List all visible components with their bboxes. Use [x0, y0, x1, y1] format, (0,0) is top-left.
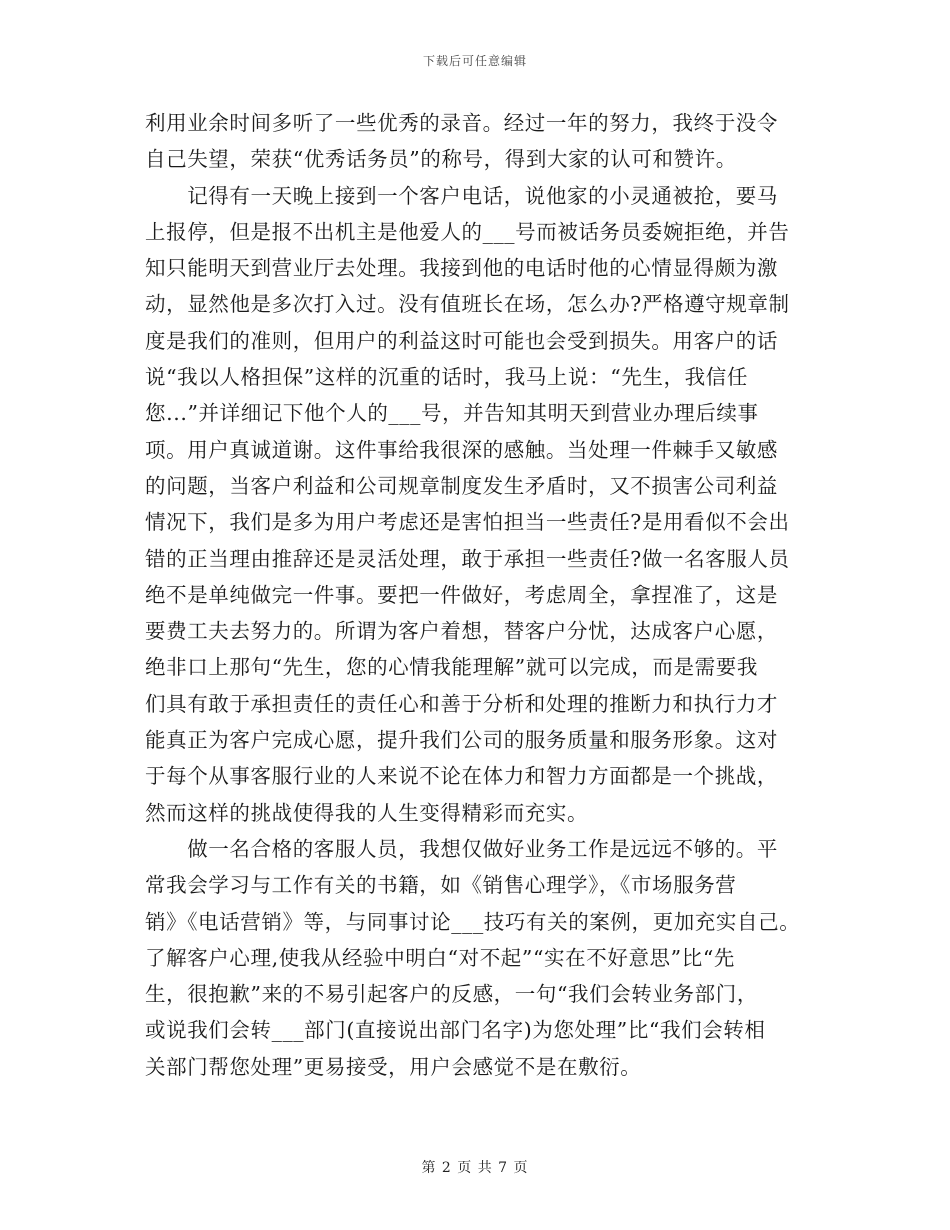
text-line: 绝非口上那句“先生，您的心情我能理解”就可以完成，而是需要我	[145, 655, 758, 680]
text-line: 的问题，当客户利益和公司规章制度发生矛盾时，又不损害公司利益	[145, 473, 778, 498]
document-body	[145, 105, 810, 1085]
text-line: 要费工夫去努力的。所谓为客户着想，替客户分忧，达成客户心愿，	[145, 619, 778, 644]
text-line: 生，很抱歉”来的不易引起客户的反感，一句“我们会转业务部门，	[145, 982, 758, 1007]
text-line: 能真正为客户完成心愿，提升我们公司的服务质量和服务形象。这对	[145, 728, 778, 753]
text-line: 自己失望，荣获“优秀话务员”的称号，得到大家的认可和赞许。	[145, 147, 737, 172]
text-line: 们具有敢于承担责任的责任心和善于分析和处理的推断力和执行力才	[145, 691, 778, 716]
text-line: 关部门帮您处理”更易接受，用户会感觉不是在敷衍。	[145, 1054, 642, 1079]
text-line: 记得有一天晚上接到一个客户电话，说他家的小灵通被抢，要马	[145, 183, 778, 208]
text-line: 您...”并详细记下他个人的___号，并告知其明天到营业办理后续事	[145, 401, 759, 426]
text-line: 说“我以人格担保”这样的沉重的话时，我马上说：“先生，我信任	[145, 365, 748, 390]
text-line: 做一名合格的客服人员，我想仅做好业务工作是远远不够的。平	[145, 836, 778, 861]
text-line: 了解客户心理,使我从经验中明白“对不起”“实在不好意思”比“先	[145, 945, 736, 970]
text-line: 错的正当理由推辞还是灵活处理，敢于承担一些责任?做一名客服人员	[145, 546, 790, 571]
text-line: 知只能明天到营业厅去处理。我接到他的电话时他的心情显得颇为激	[145, 256, 778, 281]
text-line: 利用业余时间多听了一些优秀的录音。经过一年的努力，我终于没令	[145, 111, 778, 135]
text-line: 然而这样的挑战使得我的人生变得精彩而充实。	[145, 800, 589, 825]
text-line: 动，显然他是多次打入过。没有值班长在场，怎么办?严格遵守规章制	[145, 292, 790, 317]
text-line: 情况下，我们是多为用户考虑还是害怕担当一些责任?是用看似不会出	[145, 510, 790, 535]
page-number: 第 2 页 共 7 页	[421, 1160, 529, 1176]
text-line: 于每个从事客服行业的人来说不论在体力和智力方面都是一个挑战，	[145, 764, 778, 789]
text-line: 销》《电话营销》等，与同事讨论___技巧有关的案例，更加充实自己。	[145, 909, 801, 934]
text-line: 度是我们的准则，但用户的利益这时可能也会受到损失。用客户的话	[145, 328, 778, 353]
text-line: 或说我们会转___部门(直接说出部门名字)为您处理”比“我们会转相	[145, 1018, 766, 1043]
text-line: 项。用户真诚道谢。这件事给我很深的感触。当处理一件棘手又敏感	[145, 437, 778, 462]
text-line: 常我会学习与工作有关的书籍，如《销售心理学》，《市场服务营	[145, 873, 737, 898]
text-line: 上报停，但是报不出机主是他爱人的___号而被话务员委婉拒绝，并告	[145, 219, 790, 244]
page-header: 下载后可任意编辑	[422, 54, 527, 68]
text-line: 绝不是单纯做完一件事。要把一件做好，考虑周全，拿捏准了，这是	[145, 582, 778, 607]
